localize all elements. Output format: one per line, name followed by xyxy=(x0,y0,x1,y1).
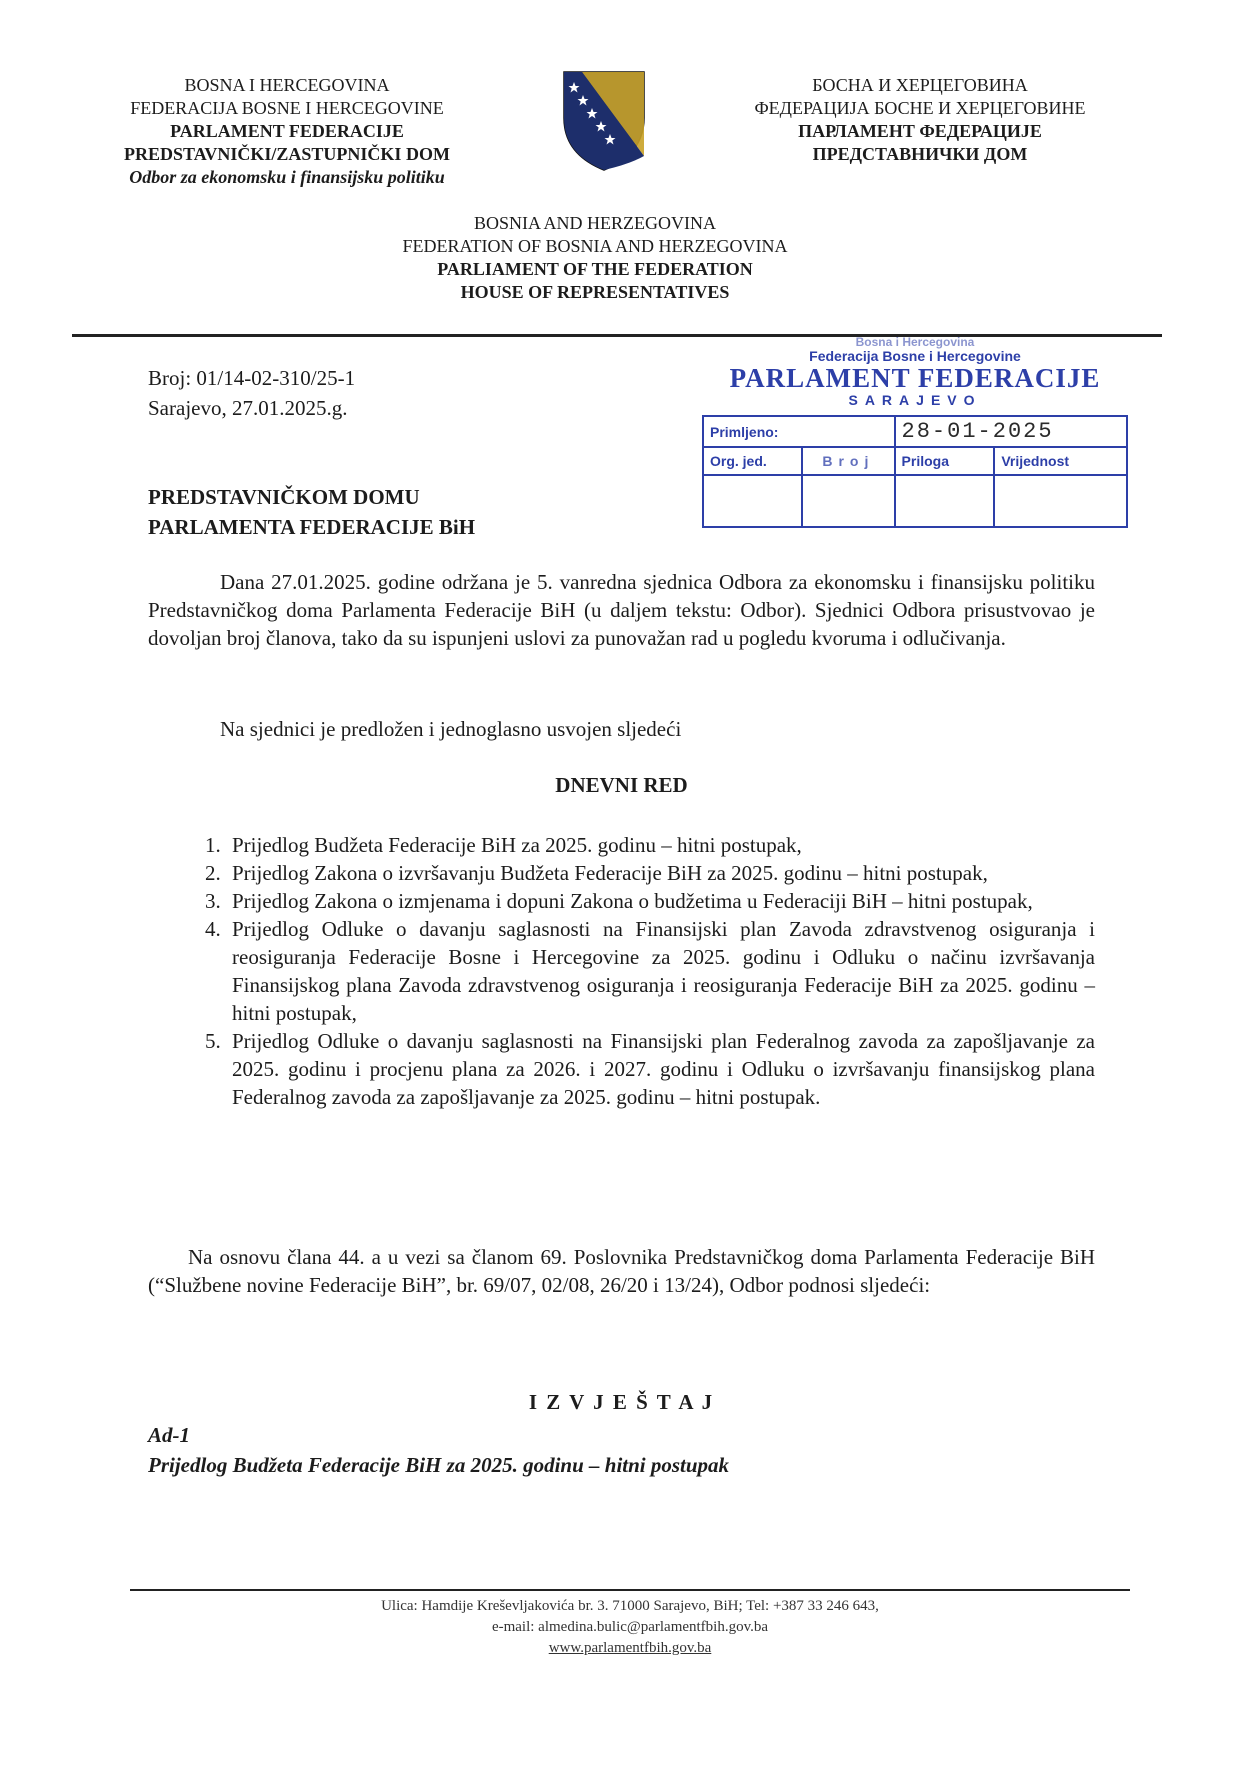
ad-section xyxy=(148,1420,729,1480)
header-center-federation: FEDERATION OF BOSNIA AND HERZEGOVINA xyxy=(402,236,788,256)
stamp-col-attachments: Priloga xyxy=(895,447,995,475)
stamp-cell xyxy=(703,475,802,527)
header-left-country: BOSNA I HERCEGOVINA xyxy=(184,75,390,95)
agenda-item: 2. Prijedlog Zakona o izvršavanju Budžeta Federacije BiH za 2025. godinu – hitni postupak, xyxy=(226,859,1095,887)
header-left-federation: FEDERACIJA BOSNE I HERCEGOVINE xyxy=(130,98,444,118)
received-stamp xyxy=(700,335,1130,530)
header-right-federation: ФЕДЕРАЦИЈА БОСНЕ И ХЕРЦЕГОВИНЕ xyxy=(754,98,1086,118)
header-right-country: БОСНА И ХЕРЦЕГОВИНА xyxy=(812,75,1028,95)
header-left xyxy=(72,74,502,189)
reference-place-date: Sarajevo, 27.01.2025.g. xyxy=(148,396,348,420)
header-center-parliament: PARLIAMENT OF THE FEDERATION xyxy=(437,259,753,279)
recipient-line-2: PARLAMENTA FEDERACIJE BiH xyxy=(148,515,476,539)
ad-label: Ad-1 xyxy=(148,1423,190,1447)
stamp-parliament: PARLAMENT FEDERACIJE xyxy=(729,363,1101,393)
agenda-item: 5. Prijedlog Odluke o davanju saglasnosti na Finansijski plan Federalnog zavoda za zapošljavanje za 2025. godinu i procjenu plana za 2026. i 2027. godinu i Odluku o izvršavanju finansijskog plana Federalnog zavoda za zapošljavanje za 2025. godinu – hitni postupak. xyxy=(226,1027,1095,1111)
agenda-item: 4. Prijedlog Odluke o davanju saglasnosti na Finansijski plan Zavoda zdravstvenog osiguranja i reosiguranja Federacije Bosne i Hercegovine za 2025. godinu i Odluku o načinu izvršavanja Finansijskog plana Zavoda zdravstvenog osiguranja i reosiguranja Federacije BiH za 2025. godinu – hitni postupak, xyxy=(226,915,1095,1027)
basis-paragraph: Na osnovu člana 44. a u vezi sa članom 69. Poslovnika Predstavničkog doma Parlamenta Federacije BiH (“Službene novine Federacije BiH”, br. 69/07, 02/08, 26/20 i 13/24), Odbor podnosi sljedeći: xyxy=(148,1245,1095,1297)
stamp-cell xyxy=(994,475,1127,527)
footer-email: e-mail: almedina.bulic@parlamentfbih.gov.ba xyxy=(491,1619,769,1635)
header-center xyxy=(330,212,860,304)
stamp-cell xyxy=(802,475,894,527)
header-center-house: HOUSE OF REPRESENTATIVES xyxy=(460,282,730,302)
header-right-parliament: ПАРЛАМЕНТ ФЕДЕРАЦИЈЕ xyxy=(798,121,1042,141)
agenda-item: 1. Prijedlog Budžeta Federacije BiH za 2025. godinu – hitni postupak, xyxy=(226,831,1095,859)
ad-title: Prijedlog Budžeta Federacije BiH za 2025. godinu – hitni postupak xyxy=(148,1453,730,1477)
stamp-cell xyxy=(895,475,995,527)
header-left-house: PREDSTAVNIČKI/ZASTUPNIČKI DOM xyxy=(124,144,450,164)
agenda-list xyxy=(148,831,1095,1111)
stamp-table xyxy=(702,415,1128,528)
agenda-item: 3. Prijedlog Zakona o izmjenama i dopuni Zakona o budžetima u Federaciji BiH – hitni postupak, xyxy=(226,887,1095,915)
coat-of-arms-icon xyxy=(560,70,648,172)
intro-paragraph: Dana 27.01.2025. godine održana je 5. vanredna sjednica Odbora za ekonomsku i finansijsku politiku Predstavničkog doma Parlamenta Federacije BiH (u daljem tekstu: Odbor). Sjednici Odbora prisustvovao je dovoljan broj članova, tako da su ispunjeni uslovi za punovažan rad u pogledu kvoruma i odlučivanja. xyxy=(148,570,1095,650)
header-center-country: BOSNIA AND HERZEGOVINA xyxy=(474,213,716,233)
stamp-federation: Federacija Bosne i Hercegovine xyxy=(809,348,1021,364)
stamp-received-label: Primljeno: xyxy=(703,416,895,447)
stamp-country: Bosna i Hercegovina xyxy=(855,335,975,349)
recipient-block xyxy=(148,482,475,542)
report-title: I Z V J E Š T A J xyxy=(528,1390,715,1414)
header-left-parliament: PARLAMENT FEDERACIJE xyxy=(170,121,404,141)
recipient-line-1: PREDSTAVNIČKOM DOMU xyxy=(148,485,420,509)
agenda-title: DNEVNI RED xyxy=(555,773,688,797)
stamp-col-org: Org. jed. xyxy=(703,447,802,475)
footer xyxy=(130,1596,1130,1659)
header-right xyxy=(710,74,1130,166)
stamp-col-number: Broj xyxy=(802,447,894,475)
stamp-col-value: Vrijednost xyxy=(994,447,1127,475)
stamp-received-date: 28-01-2025 xyxy=(895,416,1127,447)
footer-divider xyxy=(130,1589,1130,1591)
footer-website-link[interactable]: www.parlamentfbih.gov.ba xyxy=(548,1640,712,1656)
header-left-committee: Odbor za ekonomsku i finansijsku politiku xyxy=(129,167,445,187)
stamp-city: SARAJEVO xyxy=(848,392,982,408)
reference-number: Broj: 01/14-02-310/25-1 xyxy=(148,366,356,390)
footer-address: Ulica: Hamdije Kreševljakovića br. 3. 71000 Sarajevo, BiH; Tel: +387 33 246 643, xyxy=(381,1598,879,1614)
proposal-paragraph: Na sjednici je predložen i jednoglasno usvojen sljedeći xyxy=(220,717,682,741)
reference-block xyxy=(148,363,355,423)
header-right-house: ПРЕДСТАВНИЧКИ ДОМ xyxy=(812,144,1028,164)
